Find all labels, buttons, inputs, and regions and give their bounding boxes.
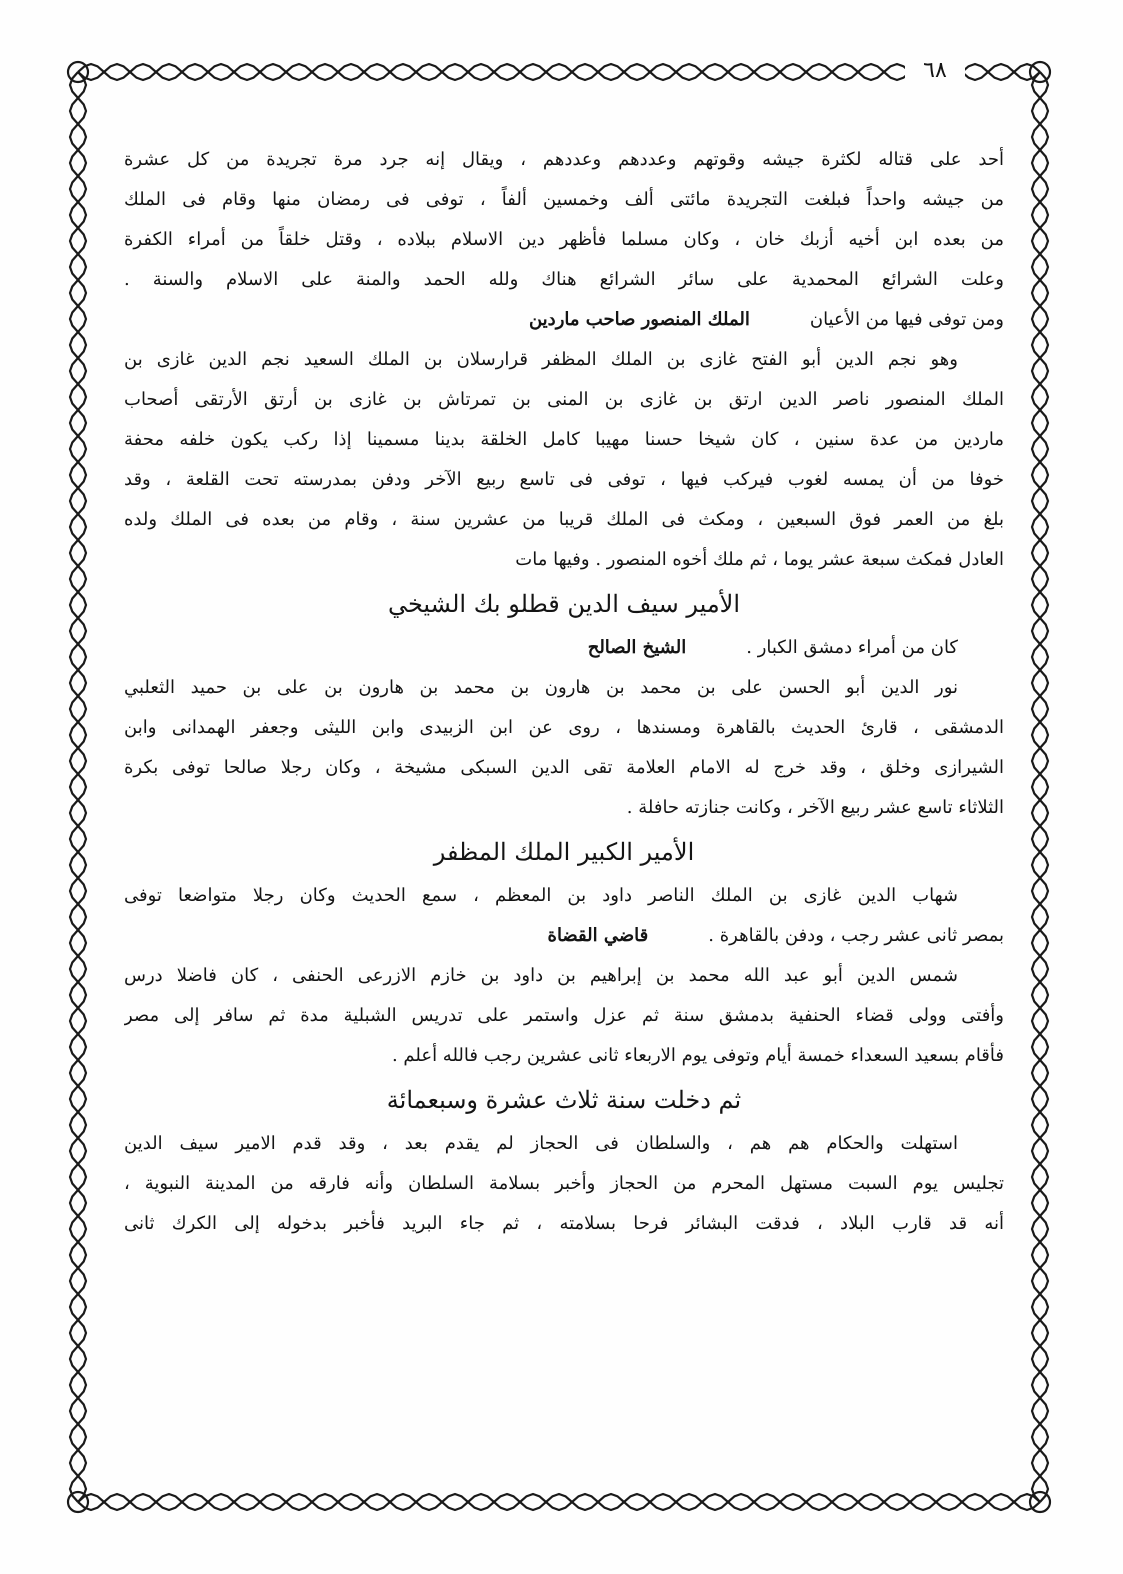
text-line: أحد على قتاله لكثرة جيشه وقوتهم وعددهم وعددهم ، ويقال إنه جرد مرة تجريدة من كل عشرة xyxy=(124,149,1004,170)
text-line: وأفتى وولى قضاء الحنفية بدمشق سنة ثم عزل واستمر على تدريس الشبلية مدة ثم سافر إلى مصر xyxy=(124,1005,1004,1026)
text-line: ماردين من عدة سنين ، كان شيخا حسنا مهيبا كامل الخلقة بدينا مسمينا إذا ركب يكون خلفه محفة xyxy=(124,429,1004,450)
text-line: خوفا من أن يمسه لغوب فيركب فيها ، توفى فى تاسع ربيع الآخر ودفن بمدرسته تحت القلعة ، وقد xyxy=(124,469,1004,490)
text-line: أنه قد قارب البلاد ، فدقت البشائر فرحا بسلامته ، ثم جاء البريد فأخبر بدخوله إلى الكرك ثانى xyxy=(124,1213,1004,1234)
text-line: فأقام بسعيد السعداء خمسة أيام وتوفى يوم الاربعاء ثانى عشرين رجب فالله أعلم . xyxy=(391,1045,1004,1066)
inline-heading: الشيخ الصالح xyxy=(587,637,687,658)
text-line-with-heading xyxy=(124,628,1004,668)
text-line: الدمشقى ، قارئ الحديث بالقاهرة ومسندها ، روى عن ابن الزبيدى وابن الليثى وجعفر الهمدانى وابن xyxy=(124,717,1004,738)
text-line: شمس الدين أبو عبد الله محمد بن إبراهيم بن داود بن خازم الازرعى الحنفى ، كان فاضلا درس xyxy=(124,965,958,986)
text-line-with-heading xyxy=(124,300,1004,340)
section-heading: ثم دخلت سنة ثلاث عشرة وسبعمائة xyxy=(386,1086,742,1114)
page-number: ٦٨ xyxy=(905,58,965,84)
text-line: استهلت والحكام هم هم ، والسلطان فى الحجاز لم يقدم بعد ، وقد قدم الامير سيف الدين xyxy=(124,1133,958,1154)
inline-heading: الملك المنصور صاحب ماردين xyxy=(528,309,750,330)
text-line: الثلاثاء تاسع عشر ربيع الآخر ، وكانت جنازته حافلة . xyxy=(626,797,1004,818)
text-line: وعلت الشرائع المحمدية على سائر الشرائع هناك ولله الحمد والمنة على الاسلام والسنة . xyxy=(124,269,1004,290)
text-line-with-heading xyxy=(124,916,1004,956)
text-line: الملك المنصور ناصر الدين ارتق بن غازى بن المنى بن تمرتاش بن غازى بن أرتق الأرتقى أصحاب xyxy=(124,389,1004,410)
text-line: وهو نجم الدين أبو الفتح غازى بن الملك المظفر قرارسلان بن الملك السعيد نجم الدين غازى بن xyxy=(124,349,958,370)
text-line: الشيرازى وخلق ، وقد خرج له الامام العلامة تقى الدين السبكى مشيخة ، وكان رجلا صالحا توفى بكرة xyxy=(124,757,1004,778)
inline-heading: قاضي القضاة xyxy=(547,925,649,946)
text-line: من بعده ابن أخيه أزبك خان ، وكان مسلما فأظهر دين الاسلام ببلاده ، وقتل خلقاً من أمراء الكفرة xyxy=(124,229,1004,250)
section-heading: الأمير سيف الدين قطلو بك الشيخي xyxy=(387,590,741,618)
text-line: شهاب الدين غازى بن الملك الناصر داود بن المعظم ، سمع الحديث وكان رجلا متواضعا توفى xyxy=(124,885,958,906)
line-text: ومن توفى فيها من الأعيان xyxy=(809,309,1004,330)
text-line: بلغ من العمر فوق السبعين ، ومكث فى الملك قريبا من عشرين سنة ، وقام من بعده فى الملك ولده xyxy=(124,509,1004,530)
line-text: كان من أمراء دمشق الكبار . xyxy=(746,637,958,658)
text-line: العادل فمكث سبعة عشر يوما ، ثم ملك أخوه المنصور . وفيها مات xyxy=(515,549,1004,570)
text-line: نور الدين أبو الحسن على بن محمد بن هارون بن محمد بن هارون بن على بن حميد الثعلبي xyxy=(124,677,958,698)
line-text: بمصر ثانى عشر رجب ، ودفن بالقاهرة . xyxy=(708,925,1004,946)
section-heading: الأمير الكبير الملك المظفر xyxy=(433,838,695,866)
page-text-body xyxy=(124,140,1004,1470)
text-line: من جيشه واحداً فبلغت التجريدة مائتى ألف وخمسين ألفاً ، توفى فى رمضان منها وقام فى الملك xyxy=(124,189,1004,210)
text-line: تجليس يوم السبت مستهل المحرم من الحجاز وأخبر بسلامة السلطان وأنه فارقه من المدينة النبوية ، xyxy=(124,1173,1004,1194)
